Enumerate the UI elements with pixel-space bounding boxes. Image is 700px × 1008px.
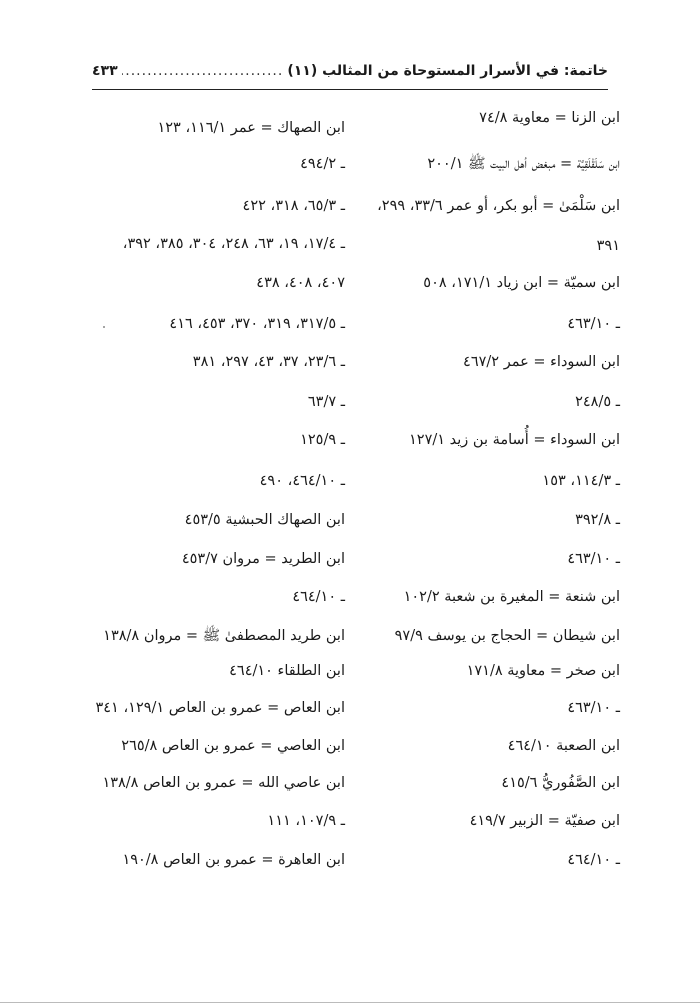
index-entry: ابن العاص = عمرو بن العاص ١٢٩/١، ٣٤١ — [95, 700, 345, 716]
index-entry: ابن شيطان = الحجاج بن يوسف ٩٧/٩ — [394, 628, 620, 644]
index-entry: ابن سَلَقْلَقِيَّة = مبغض أهل البيت ﷺ ٢٠٠/١ — [427, 156, 620, 172]
index-entry: ابن صفيّة = الزبير ٤١٩/٧ — [469, 813, 620, 829]
index-entry: ابن صخر = معاوية ١٧١/٨ — [466, 663, 620, 679]
index-entry: ابن سميّة = ابن زياد ١٧١/١، ٥٠٨ — [423, 275, 620, 291]
index-entry: ـ ٣١٧/٥، ٣١٩، ٣٧٠، ٤٥٣، ٤١٦ — [169, 316, 345, 332]
index-entry: ـ ١٢٥/٩ — [300, 432, 345, 448]
index-entry: ـ ٤٦٤/١٠ — [567, 852, 620, 868]
index-entry: ـ ٦٥/٣، ٣١٨، ٤٢٢ — [242, 198, 345, 214]
index-entry: ابن طريد المصطفىٰ ﷺ = مروان ١٣٨/٨ — [103, 628, 345, 644]
index-entry: ابن سَلْمَىٰ = أبو بكر، أو عمر ٣٣/٦، ٢٩٩، — [377, 198, 620, 214]
index-entry: ـ ٤٩٤/٢ — [300, 156, 345, 172]
index-entry: ـ ٤٦٣/١٠ — [567, 700, 620, 716]
index-entry: ـ ٢٤٨/٥ — [575, 394, 620, 410]
index-entry: ـ ١١٤/٣، ١٥٣ — [542, 473, 620, 489]
running-title: خاتمة: في الأسرار المستوحاة من المثالب (١١) — [287, 63, 608, 79]
index-entry: ٣٩١ — [596, 238, 620, 254]
index-entry: ابن السوداء = أُسامة بن زيد ١٢٧/١ — [409, 432, 620, 448]
page-header — [92, 63, 608, 87]
index-entry: ـ ١٧/٤، ١٩، ٦٣، ٢٤٨، ٣٠٤، ٣٨٥، ٣٩٢، — [122, 236, 345, 252]
index-entry: ابن الطلقاء ٤٦٤/١٠ — [229, 663, 345, 679]
index-entry: ـ ٤٦٣/١٠ — [567, 316, 620, 332]
index-entry: ابن الصعبة ٤٦٤/١٠ — [507, 738, 620, 754]
index-entry: ابن الزنا = معاوية ٧٤/٨ — [479, 110, 620, 126]
index-entry: ابن العاصي = عمرو بن العاص ٢٦٥/٨ — [121, 738, 345, 754]
index-entry: ـ ٢٣/٦، ٣٧، ٤٣، ٢٩٧، ٣٨١ — [192, 354, 345, 370]
index-entry: ابن العاهرة = عمرو بن العاص ١٩٠/٨ — [122, 852, 345, 868]
dot-leader — [122, 63, 284, 79]
index-entry: ابن الصهاك = عمر ١١٦/١، ١٢٣ — [157, 120, 345, 136]
index-entry: ـ ١٠٧/٩، ١١١ — [267, 813, 345, 829]
index-entry: ابن الصهاك الحبشية ٤٥٣/٥ — [184, 512, 345, 528]
index-entry: ـ ٤٦٤/١٠ — [292, 589, 345, 605]
scan-edge-line — [0, 1002, 700, 1003]
index-entry: ابن عاصي الله = عمرو بن العاص ١٣٨/٨ — [102, 775, 345, 791]
index-entry: ـ ٦٣/٧ — [307, 394, 345, 410]
index-entry: ابن شنعة = المغيرة بن شعبة ١٠٢/٢ — [403, 589, 620, 605]
page-number: ٤٣٣ — [92, 63, 118, 79]
index-entry: ـ ٣٩٢/٨ — [575, 512, 620, 528]
index-entry: ابن السوداء = عمر ٤٦٧/٢ — [463, 354, 620, 370]
index-entry: ابن الطريد = مروان ٤٥٣/٧ — [181, 551, 345, 567]
index-entry: ـ ٤٦٣/١٠ — [567, 551, 620, 567]
index-entry: ابن الصَّفُوريُّ ٤١٥/٦ — [501, 775, 620, 791]
speck-mark — [103, 326, 105, 328]
header-rule — [92, 89, 608, 90]
index-entry: ٤٠٧، ٤٠٨، ٤٣٨ — [256, 275, 345, 291]
index-entry: ـ ٤٦٤/١٠، ٤٩٠ — [259, 473, 345, 489]
